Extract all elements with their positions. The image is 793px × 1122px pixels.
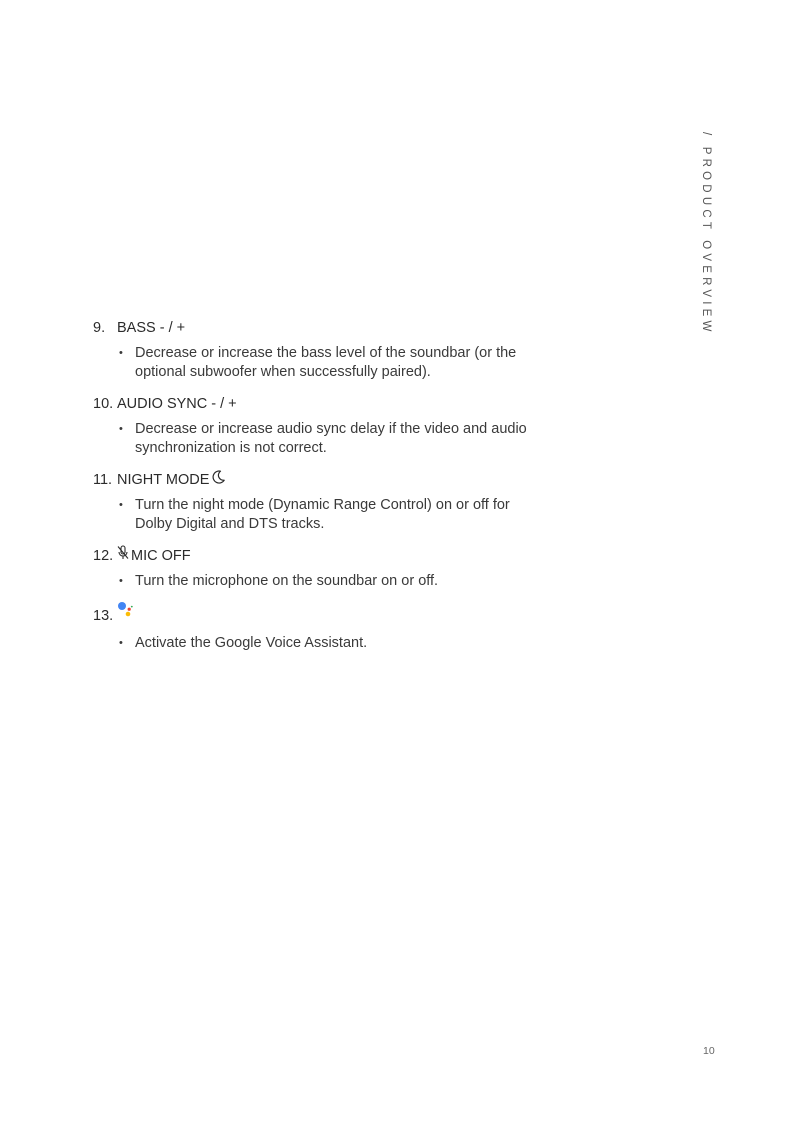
item-label: BASS - / + <box>117 320 186 336</box>
item-number: 10. <box>93 396 114 412</box>
section-side-title: / PRODUCT OVERVIEW <box>700 132 712 336</box>
item-heading <box>93 470 533 490</box>
bullet-text: Activate the Google Voice Assistant. <box>135 634 368 651</box>
list-item <box>93 470 533 533</box>
item-heading <box>93 546 533 566</box>
item-label: AUDIO SYNC - / + <box>117 396 237 412</box>
list-item <box>93 604 533 653</box>
item-heading <box>93 604 533 628</box>
bullet-text: Turn the microphone on the soundbar on or off. <box>135 573 439 589</box>
bullet-text: Turn the night mode (Dynamic Range Control) on or off for Dolby Digital and DTS tracks. <box>135 497 510 532</box>
bullet-row <box>119 496 533 533</box>
bullet-row <box>119 420 533 457</box>
list-item <box>93 394 533 457</box>
item-number: 11. <box>93 472 113 488</box>
bullet-dot: • <box>119 423 123 435</box>
item-number: 9. <box>93 320 106 336</box>
item-label: NIGHT MODE <box>117 472 210 488</box>
list-item <box>93 546 533 591</box>
item-heading <box>93 318 533 338</box>
bullet-dot: • <box>119 499 123 511</box>
mic-off-icon <box>117 545 129 567</box>
bullet-dot: • <box>119 636 123 649</box>
item-number: 12. <box>93 548 114 564</box>
bullet-text: Decrease or increase the bass level of the soundbar (or the optional subwoofer when successfully paired). <box>135 345 517 380</box>
item-number: 13. <box>93 607 114 624</box>
bullet-row <box>119 634 533 653</box>
bullet-row <box>119 344 533 381</box>
item-heading <box>93 394 533 414</box>
list-item <box>93 318 533 381</box>
bullet-row <box>119 572 533 591</box>
page-number: 10 <box>703 1045 715 1057</box>
feature-list <box>93 318 533 652</box>
item-label: MIC OFF <box>131 548 191 564</box>
moon-icon <box>212 470 225 490</box>
bullet-dot: • <box>119 347 123 359</box>
google-assistant-icon <box>117 601 135 625</box>
bullet-dot: • <box>119 575 123 587</box>
bullet-text: Decrease or increase audio sync delay if the video and audio synchronization is not correct. <box>135 421 527 456</box>
